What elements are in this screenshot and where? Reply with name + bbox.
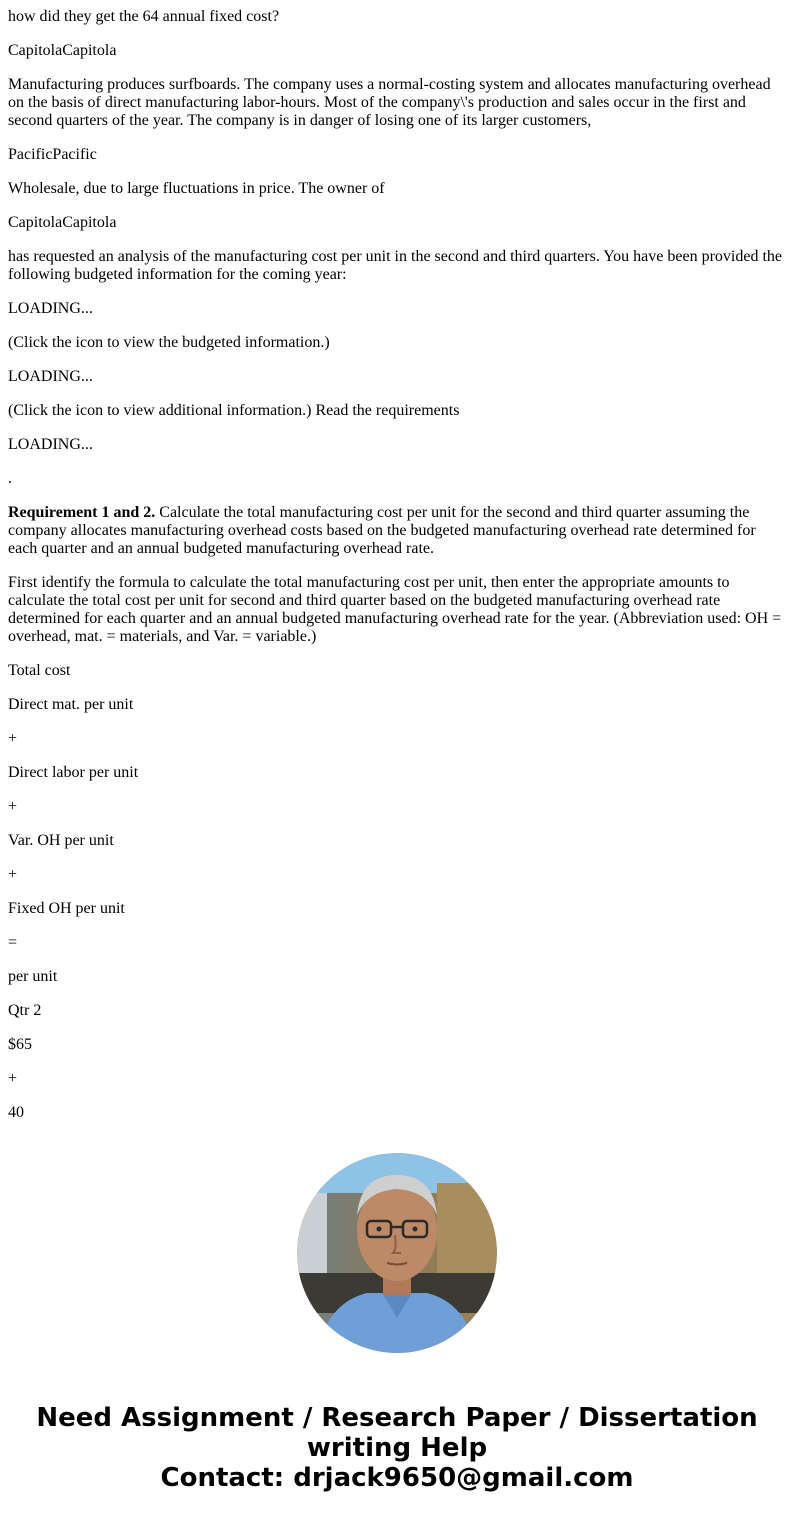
requirement-label: Requirement 1 and 2. (8, 504, 156, 521)
formula-line: 40 (8, 1104, 24, 1121)
cta-line-2: writing Help (306, 1433, 488, 1463)
paragraph: CapitolaCapitola (8, 42, 117, 59)
paragraph: . (8, 470, 12, 487)
formula-line: $65 (8, 1036, 32, 1053)
paragraph: Wholesale, due to large fluctuations in price. The owner of (8, 180, 385, 197)
loading-placeholder: LOADING... (8, 300, 93, 317)
paragraph: CapitolaCapitola (8, 214, 117, 231)
cta-text (0, 1403, 794, 1493)
formula-line: = (8, 934, 18, 951)
instructions: First identify the formula to calculate the total manufacturing cost per unit, then enter the appropriate amounts to calculate the total cost per unit for second and third quarter based on the budgeted manufacturing overhead rate determined for each quarter and an annual budgeted manufacturing overhead rate for the year. (Abbreviation used: OH = overhead, mat. = materials, and Var. = variable.) (8, 574, 782, 645)
requirement-text: Calculate the total manufacturing cost per unit for the second and third quarter assuming the company allocates manufacturing overhead costs based on the budgeted manufacturing overhead rate determined for each quarter and an annual budgeted manufacturing overhead rate. (8, 504, 756, 557)
cta-contact[interactable]: Contact: drjack9650@gmail.com (160, 1463, 634, 1493)
formula-line: Direct mat. per unit (8, 696, 134, 713)
formula-line: Direct labor per unit (8, 764, 139, 781)
formula-line: + (8, 1070, 18, 1087)
paragraph: has requested an analysis of the manufacturing cost per unit in the second and third quarters. You have been provided the following budgeted information for the coming year: (8, 248, 783, 283)
formula-line: Qtr 2 (8, 1002, 42, 1019)
promo-banner (0, 1153, 794, 1493)
formula-line: per unit (8, 968, 58, 985)
person-portrait-icon (297, 1153, 497, 1353)
formula-line: + (8, 798, 18, 815)
formula-line: Var. OH per unit (8, 832, 114, 849)
formula-line: + (8, 730, 18, 747)
formula-line: + (8, 866, 18, 883)
additional-info-link[interactable]: (Click the icon to view additional information.) Read the requirements (8, 402, 460, 419)
requirement-paragraph (8, 504, 786, 558)
cta-line-1: Need Assignment / Research Paper / Dissertation (36, 1403, 758, 1433)
formula-line: Total cost (8, 662, 71, 679)
loading-placeholder: LOADING... (8, 436, 93, 453)
paragraph: Manufacturing produces surfboards. The company uses a normal-costing system and allocates manufacturing overhead on the basis of direct manufacturing labor-hours. Most of the company\'s production and sales occur in the first and second quarters of the year. The company is in danger of losing one of its larger customers, (8, 76, 771, 129)
budget-info-link[interactable]: (Click the icon to view the budgeted information.) (8, 334, 330, 351)
formula-line: Fixed OH per unit (8, 900, 125, 917)
loading-placeholder: LOADING... (8, 368, 93, 385)
question-title: how did they get the 64 annual fixed cost? (8, 8, 280, 25)
paragraph: PacificPacific (8, 146, 97, 163)
